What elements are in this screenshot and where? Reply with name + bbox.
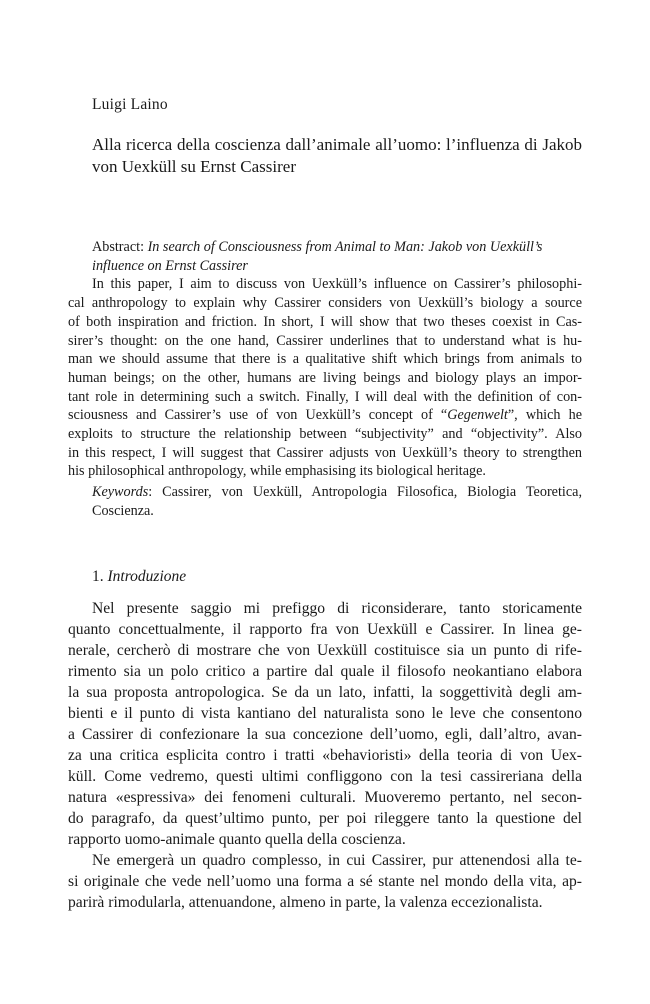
text-line: bienti e il punto di vista kantiano del naturalista sono le leve che consentono (68, 705, 582, 722)
keywords-list-cont: Coscienza. (92, 503, 154, 519)
text-line: nerale, cercherò di mostrare che von Uexküll costituisce sia un punto di rife- (68, 642, 582, 659)
abstract-english-title-1: In search of Consciousness from Animal to Man: Jakob von Uexküll’s (147, 239, 543, 255)
title-line-1: Alla ricerca della coscienza dall’animale all’uomo: l’influenza di Jakob (92, 135, 582, 154)
text-line: quanto concettualmente, il rapporto fra von Uexküll e Cassirer. In linea ge- (68, 621, 582, 638)
text-line: parirà rimodularla, attenuandone, almeno in parte, la valenza eccezionalista. (68, 894, 543, 911)
paper-title (92, 134, 582, 178)
text-line: küll. Come vedremo, questi ultimi confliggono con la tesi cassireriana della (68, 768, 582, 785)
text-line: In this paper, I aim to discuss von Uexküll’s influence on Cassirer’s philosophi- (92, 276, 582, 293)
section-number: 1. (92, 568, 104, 585)
text-line: in this respect, I will suggest that Cassirer adjusts von Uexküll’s theory to strengthen (68, 444, 582, 461)
text-line: si originale che vede nell’uomo una forma a sé stante nel mondo della vita, ap- (68, 873, 582, 890)
text-line: tant role in determining such a switch. Finally, I will deal with the definition of con- (68, 388, 582, 405)
text-line: cal anthropology to explain why Cassirer considers von Uexküll’s biology a source (68, 295, 582, 312)
abstract-label: Abstract: (92, 239, 145, 255)
abstract-heading (92, 238, 582, 275)
keywords-list: : Cassirer, von Uexküll, Antropologia Filosofica, Biologia Teoretica, (148, 484, 582, 500)
paragraph-1 (68, 598, 582, 850)
text-line: his philosophical anthropology, while emphasising its biological heritage. (68, 463, 486, 480)
text-line: natura «espressiva» dei fenomeni culturali. Muoveremo pertanto, nel secon- (68, 789, 582, 806)
text-line: la sua proposta antropologica. Se da un lato, infatti, la soggettività degli am- (68, 684, 582, 701)
text-line: do paragrafo, da quest’ultimo punto, per poi rileggere tanto la questione del (68, 810, 582, 827)
text-line: Ne emergerà un quadro complesso, in cui Cassirer, pur attenendosi alla te- (92, 852, 582, 869)
title-line-2: von Uexküll su Ernst Cassirer (92, 157, 296, 176)
paragraph-2 (68, 850, 582, 913)
keywords-block (92, 483, 582, 521)
introduction-text (68, 598, 582, 913)
text-line: man we should assume that there is a qualitative shift which brings from animals to (68, 351, 582, 368)
abstract-english-title-2: influence on Ernst Cassirer (92, 257, 248, 274)
text-line: a Cassirer di confezionare la sua concezione dell’uomo, egli, dall’altro, avan- (68, 726, 582, 743)
text-line: sirer’s thought: on the one hand, Cassirer underlines that to understand what is hu- (68, 332, 582, 349)
text-line: Nel presente saggio mi prefiggo di riconsiderare, tanto storicamente (92, 600, 582, 617)
text-line: rapporto uomo-animale quanto quella della coscienza. (68, 831, 406, 848)
abstract-block (68, 238, 582, 481)
text-line: za una critica esplicita contro i tratti «behavioristi» della teoria di von Uex- (68, 747, 582, 764)
text-line: human beings; on the other, humans are living beings and biology plays an impor- (68, 369, 582, 386)
text-line: rimento sia un polo critico a partire dal quale il filosofo neokantiano elabora (68, 663, 582, 680)
text-line: sciousness and Cassirer’s use of von Uexküll’s concept of “Gegenwelt”, which he (68, 407, 582, 424)
abstract-text (68, 275, 582, 481)
author-name: Luigi Laino (92, 96, 168, 113)
section-heading (92, 568, 186, 586)
text-line: of both inspiration and friction. In short, I will show that two theses coexist in Cas- (68, 313, 582, 330)
text-line: exploits to structure the relationship between “subjectivity” and “objectivity”. Also (68, 426, 582, 443)
keywords-label: Keywords (92, 484, 149, 500)
section-title: Introduzione (107, 568, 187, 585)
